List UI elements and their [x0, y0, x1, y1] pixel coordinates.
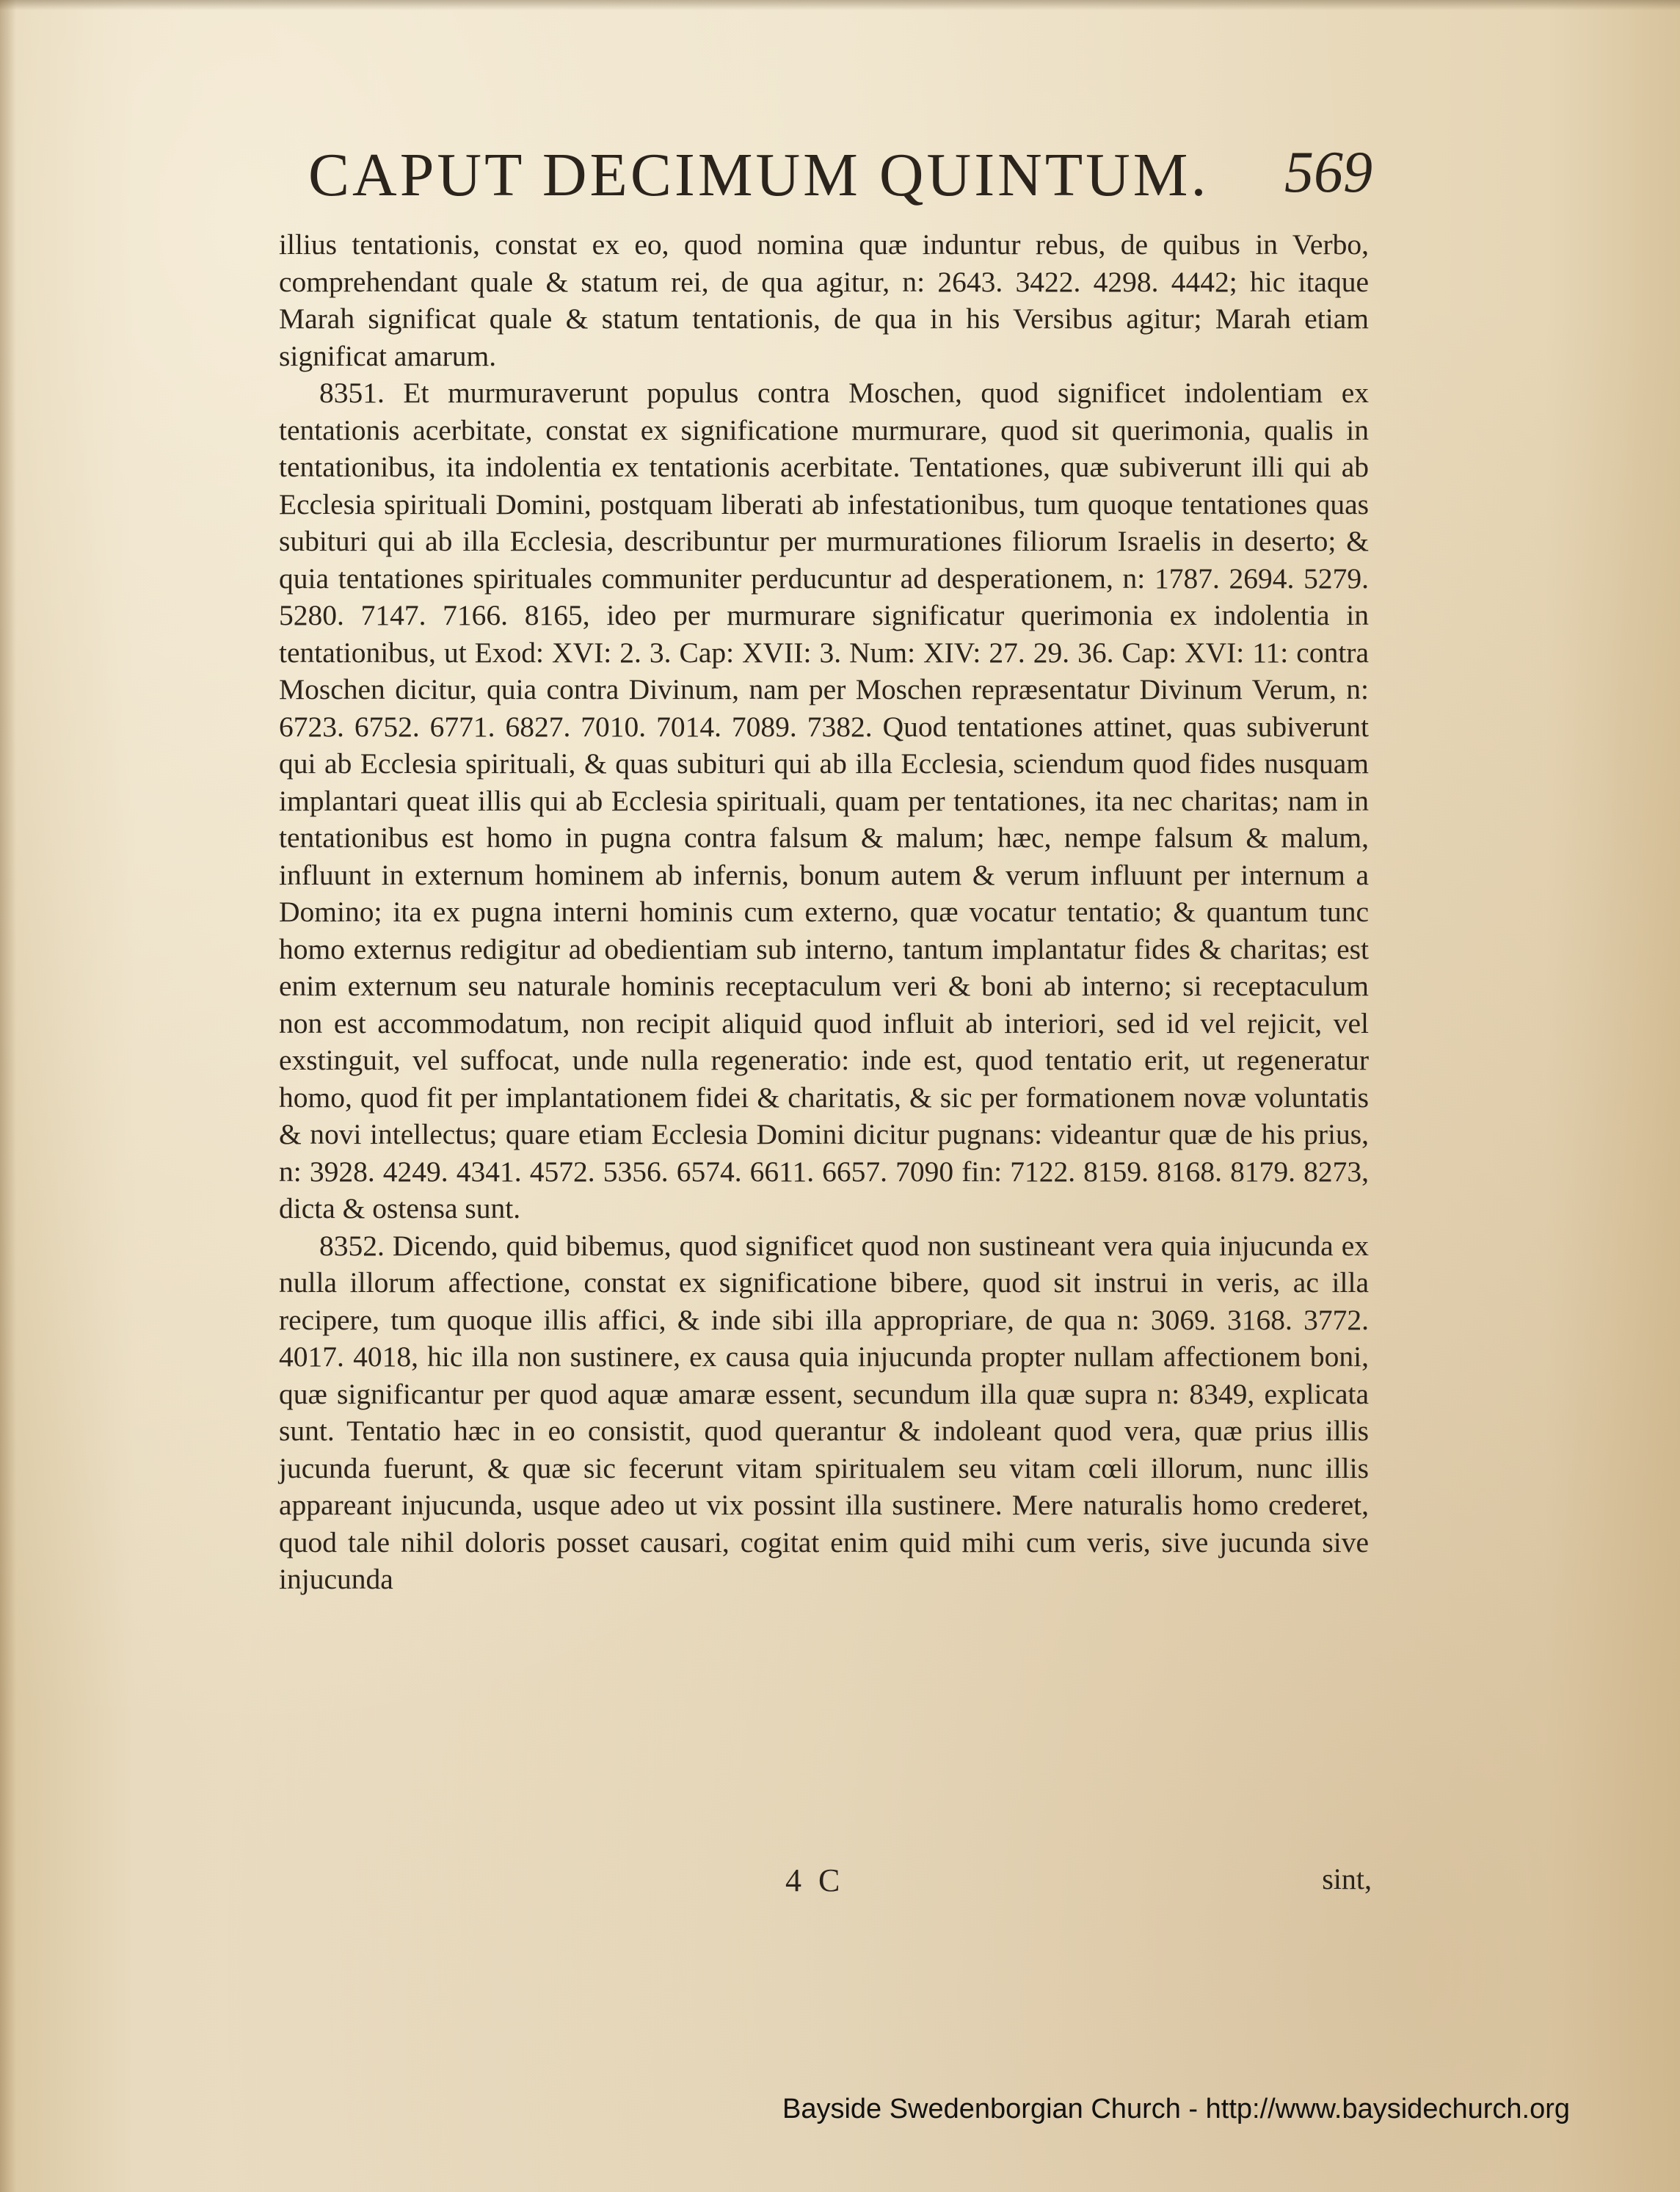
paragraph-8352: 8352. Dicendo, quid bibemus, quod significet quod non sustineant vera quia injucunda ex nulla illorum affectione, constat ex significatione bibere, quod sit instrui in veris, ac illa recipere, tum quoque illis affici, & inde sibi illa appropriare, de qua n: 3069. 3168. 3772. 4017. 4018, hic illa non sustinere, ex causa quia injucunda propter nullam affectionem boni, quæ significantur per quod aquæ amaræ essent, secundum illa quæ supra n: 8349, explicata sunt. Tentatio hæc in eo consistit, quod querantur & indoleant quod vera, quæ prius illis jucunda fuerunt, & quæ sic fecerunt vitam spiritualem seu vitam cœli illorum, nunc illis appareant injucunda, usque adeo ut vix possint illa sustinere. Mere naturalis homo crederet, quod tale nihil doloris posset causari, cogitat enim quid mihi cum veris, sive jucunda sive injucunda	[279, 1229, 1369, 1595]
paragraph-8351: 8351. Et murmuraverunt populus contra Moschen, quod significet indolentiam ex tentationis acerbitate, constat ex significatione murmurare, quod sit querimonia, qualis in tentationibus, ita indolentia ex tentationis acerbitate. Tentationes, quæ subiverunt illi qui ab Ecclesia spirituali Domini, postquam liberati ab infestationibus, tum quoque tentationes quas subituri qui ab illa Ecclesia, describuntur per murmurationes filiorum Israelis in deserto; & quia tentationes spirituales communiter perducuntur ad desperationem, n: 1787. 2694. 5279. 5280. 7147. 7166. 8165, ideo per murmurare significatur querimonia ex indolentia in tentationibus, ut Exod: XVI: 2. 3. Cap: XVII: 3. Num: XIV: 27. 29. 36. Cap: XVI: 11: contra Moschen dicitur, quia contra Divinum, nam per Moschen repræsentatur Divinum Verum, n: 6723. 6752. 6771. 6827. 7010. 7014. 7089. 7382. Quod tentationes attinet, quas subiverunt qui ab Ecclesia spirituali, & quas subituri qui ab illa Ecclesia, sciendum quod fides nusquam implantari queat illis qui ab Ecclesia spirituali, quam per tentationes, ita nec charitas; nam in tentationibus est homo in pugna contra falsum & malum; hæc, nempe falsum & malum, influunt in externum hominem ab infernis, bonum autem & verum influunt per internum a Domino; ita ex pugna interni hominis cum externo, quæ vocatur tentatio; & quantum tunc homo externus redigitur ad obedientiam sub interno, tantum implantatur fides & charitas; est enim externum seu naturale hominis receptaculum veri & boni ab interno; si receptaculum non est accommodatum, non recipit aliquid quod influit ab interiori, sed id vel rejicit, vel exstinguit, vel suffocat, unde nulla regeneratio: inde est, quod tentatio erit, ut regeneratur homo, quod fit per implantationem fidei & charitatis, & sic per formationem novæ voluntatis & novi intellectus; quare etiam Ecclesia Domini dicitur pugnans: videantur quæ de his prius, n: 3928. 4249. 4341. 4572. 5356. 6574. 6611. 6657. 7090 fin: 7122. 8159. 8168. 8179. 8273, dicta & ostensa sunt.	[279, 377, 1369, 1224]
catchword: sint,	[1322, 1862, 1372, 1895]
page-number: 569	[1284, 140, 1372, 205]
continuation-paragraph: illius tentationis, constat ex eo, quod nomina quæ induntur rebus, de quibus in Verbo, comprehendant quale & statum rei, de qua agitur, n: 2643. 3422. 4298. 4442; hic itaque Marah significat quale & statum tentationis, de qua in his Versibus agitur; Marah etiam significat amarum.	[279, 228, 1369, 372]
running-head: CAPUT DECIMUM QUINTUM.	[308, 141, 1210, 209]
page-header	[308, 139, 1380, 220]
page-edge-shadow-left	[0, 0, 16, 2192]
page-edge-shadow-top	[0, 0, 1680, 10]
signature-mark: 4 C	[785, 1862, 845, 1898]
source-watermark: Bayside Swedenborgian Church - http://www.baysidechurch.org	[782, 2094, 1570, 2124]
text-block	[279, 226, 1369, 1598]
